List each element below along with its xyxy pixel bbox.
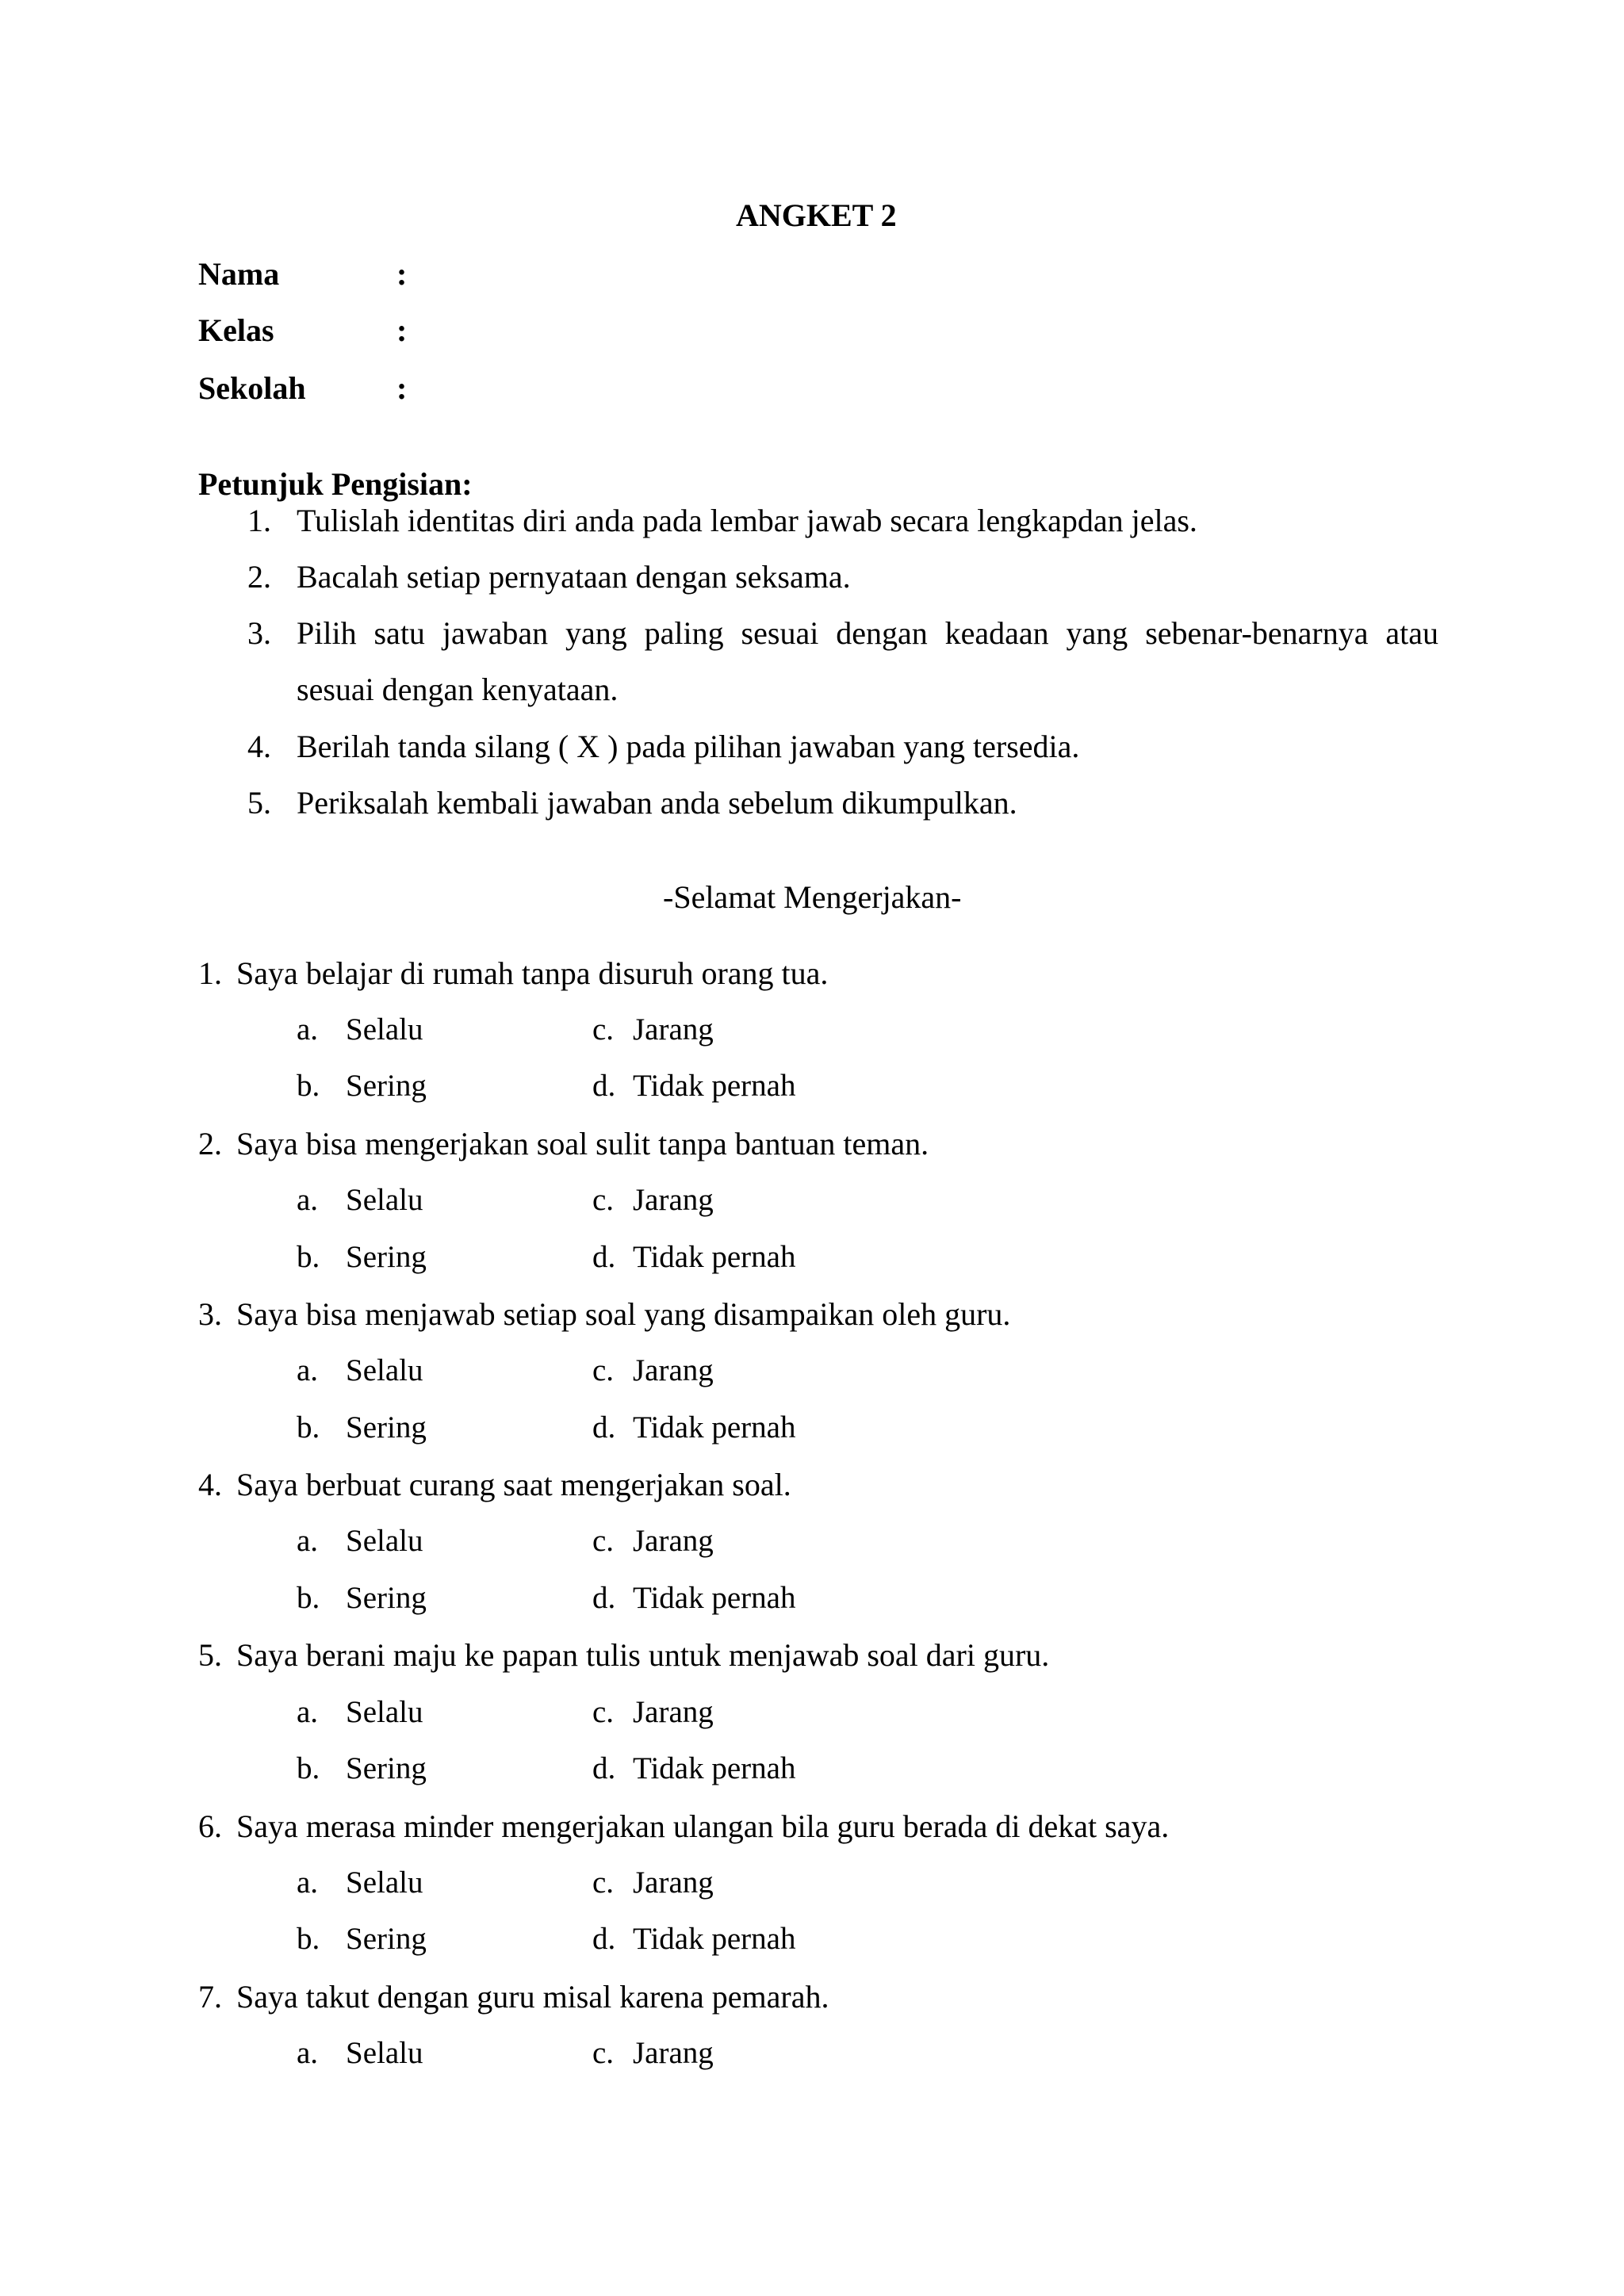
option-label: Tidak pernah [633, 1581, 796, 1615]
instruction-number: 5. [247, 785, 271, 821]
identity-colon: : [396, 370, 408, 406]
instruction-number: 4. [247, 729, 271, 764]
option-label: Sering [346, 1410, 427, 1445]
option-letter: b. [297, 1581, 320, 1615]
option-letter: b. [297, 1410, 320, 1445]
instruction-text: Tulislah identitas diri anda pada lembar jawab secara lengkapdan jelas. [297, 503, 1197, 538]
question-number: 4. [198, 1467, 222, 1502]
option-letter: d. [592, 1922, 616, 1956]
option-label: Jarang [633, 2036, 714, 2070]
option-label: Selalu [346, 1353, 423, 1387]
option-letter: a. [297, 1012, 319, 1047]
option-letter: b. [297, 1751, 320, 1785]
option-label: Selalu [346, 1866, 423, 1900]
option-label: Sering [346, 1922, 427, 1956]
identity-label-kelas: Kelas [198, 312, 274, 348]
question-text: Saya berani maju ke papan tulis untuk menjawab soal dari guru. [236, 1637, 1050, 1673]
option-letter: b. [297, 1922, 320, 1956]
question-number: 1. [198, 955, 222, 991]
option-label: Sering [346, 1751, 427, 1785]
question-text: Saya takut dengan guru misal karena pemarah. [236, 1979, 829, 2015]
option-letter: c. [592, 1012, 615, 1047]
option-letter: c. [592, 1695, 615, 1729]
option-label: Sering [346, 1069, 427, 1103]
option-label: Sering [346, 1240, 427, 1274]
option-label: Selalu [346, 2036, 423, 2070]
option-letter: b. [297, 1240, 320, 1274]
option-label: Tidak pernah [633, 1069, 796, 1103]
instructions-heading: Petunjuk Pengisian: [198, 466, 473, 502]
option-label: Jarang [633, 1524, 714, 1558]
option-letter: a. [297, 1866, 319, 1900]
question-number: 2. [198, 1126, 222, 1161]
document-title: ANGKET 2 [736, 197, 897, 233]
question-text: Saya bisa menjawab setiap soal yang disampaikan oleh guru. [236, 1296, 1011, 1332]
option-letter: a. [297, 1695, 319, 1729]
option-letter: d. [592, 1581, 616, 1615]
option-letter: d. [592, 1240, 616, 1274]
option-letter: d. [592, 1410, 616, 1445]
question-number: 6. [198, 1808, 222, 1844]
question-text: Saya bisa mengerjakan soal sulit tanpa bantuan teman. [236, 1126, 929, 1161]
instruction-number: 1. [247, 503, 271, 538]
option-letter: a. [297, 1524, 319, 1558]
instruction-text-continued: sesuai dengan kenyataan. [297, 672, 619, 707]
question-text: Saya merasa minder mengerjakan ulangan bila guru berada di dekat saya. [236, 1808, 1170, 1844]
identity-label-nama: Nama [198, 256, 280, 292]
instruction-number: 2. [247, 559, 271, 595]
option-label: Sering [346, 1581, 427, 1615]
option-label: Tidak pernah [633, 1240, 796, 1274]
question-number: 3. [198, 1296, 222, 1332]
question-number: 7. [198, 1979, 222, 2015]
option-label: Selalu [346, 1695, 423, 1729]
option-letter: c. [592, 1524, 615, 1558]
instruction-number: 3. [247, 615, 271, 651]
option-label: Jarang [633, 1012, 714, 1047]
option-letter: d. [592, 1751, 616, 1785]
option-label: Jarang [633, 1866, 714, 1900]
option-label: Tidak pernah [633, 1922, 796, 1956]
option-letter: c. [592, 1353, 615, 1387]
option-label: Jarang [633, 1353, 714, 1387]
identity-colon: : [396, 256, 408, 292]
option-letter: c. [592, 1183, 615, 1217]
option-label: Jarang [633, 1183, 714, 1217]
instruction-text: Berilah tanda silang ( X ) pada pilihan jawaban yang tersedia. [297, 729, 1080, 764]
option-label: Jarang [633, 1695, 714, 1729]
identity-label-sekolah: Sekolah [198, 370, 306, 406]
instruction-text: Pilih satu jawaban yang paling sesuai dengan keadaan yang sebenar-benarnya atau [297, 615, 1438, 651]
identity-colon: : [396, 312, 408, 348]
option-letter: a. [297, 1183, 319, 1217]
question-number: 5. [198, 1637, 222, 1673]
option-label: Selalu [346, 1183, 423, 1217]
option-label: Selalu [346, 1524, 423, 1558]
option-letter: a. [297, 1353, 319, 1387]
instruction-text: Periksalah kembali jawaban anda sebelum dikumpulkan. [297, 785, 1017, 821]
question-text: Saya berbuat curang saat mengerjakan soal. [236, 1467, 791, 1502]
instruction-text: Bacalah setiap pernyataan dengan seksama. [297, 559, 851, 595]
greeting-text: -Selamat Mengerjakan- [663, 879, 962, 915]
option-letter: b. [297, 1069, 320, 1103]
option-label: Tidak pernah [633, 1751, 796, 1785]
option-label: Selalu [346, 1012, 423, 1047]
question-text: Saya belajar di rumah tanpa disuruh orang tua. [236, 955, 829, 991]
option-label: Tidak pernah [633, 1410, 796, 1445]
option-letter: a. [297, 2036, 319, 2070]
option-letter: c. [592, 2036, 615, 2070]
option-letter: d. [592, 1069, 616, 1103]
option-letter: c. [592, 1866, 615, 1900]
